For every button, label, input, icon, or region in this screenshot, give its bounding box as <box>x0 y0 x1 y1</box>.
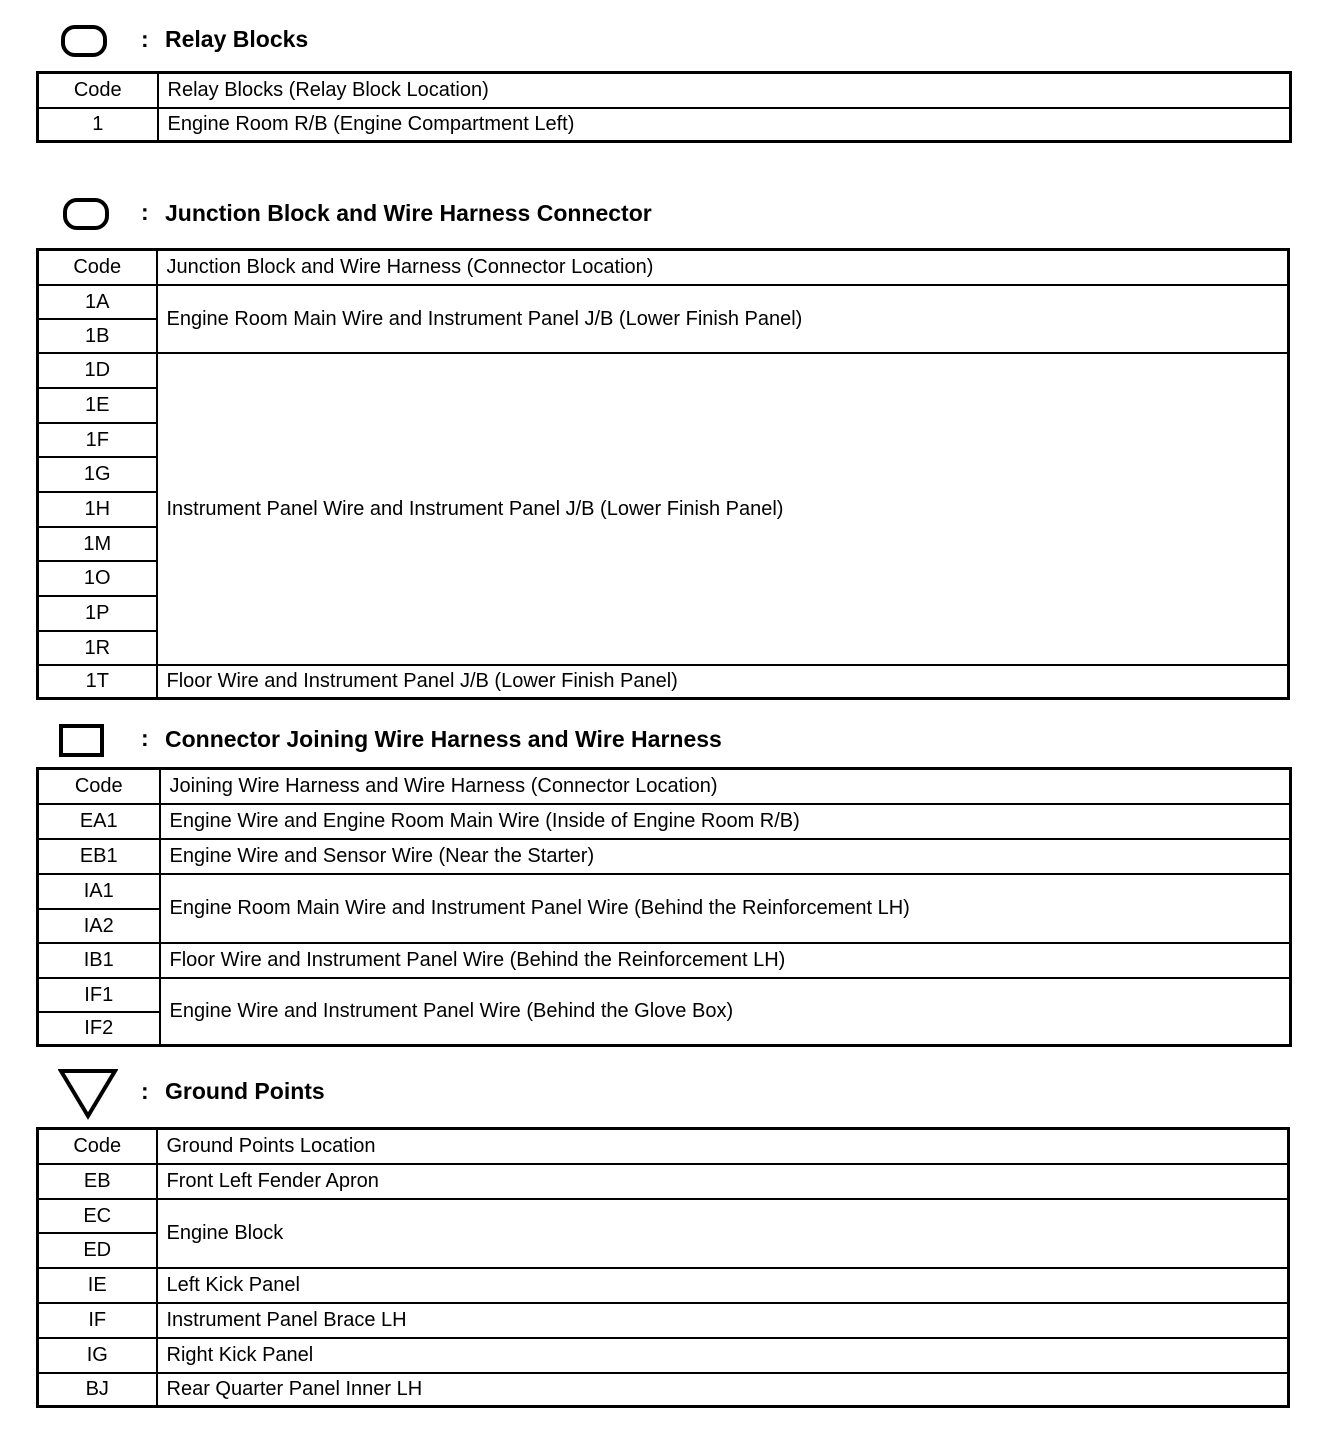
table-row <box>38 285 1289 319</box>
rounded-rect-icon <box>61 25 107 57</box>
row-code: 1M <box>38 527 157 561</box>
row-code: IA2 <box>38 909 160 943</box>
row-code: 1F <box>38 423 157 457</box>
section-title-connector-joining: Connector Joining Wire Harness and Wire Harness <box>165 726 722 752</box>
row-code: EA1 <box>38 804 160 839</box>
connector-joining-table <box>36 767 1292 1047</box>
triangle-down-icon <box>58 1068 118 1120</box>
table-header-row <box>38 250 1289 285</box>
row-description: Engine Wire and Sensor Wire (Near the Starter) <box>160 839 1291 874</box>
row-code: IF2 <box>38 1012 160 1046</box>
header-description: Ground Points Location <box>157 1129 1289 1164</box>
row-description: Engine Wire and Engine Room Main Wire (Inside of Engine Room R/B) <box>160 804 1291 839</box>
heading-colon: : <box>141 725 149 751</box>
table-row <box>38 839 1291 874</box>
heading-colon: : <box>141 1078 149 1104</box>
heading-colon: : <box>141 199 149 225</box>
row-code: EC <box>38 1199 157 1233</box>
table-header-row <box>38 73 1291 108</box>
row-code: IA1 <box>38 874 160 909</box>
table-row <box>38 1199 1289 1233</box>
header-description: Joining Wire Harness and Wire Harness (Connector Location) <box>160 769 1291 804</box>
rounded-rect-icon <box>63 198 109 230</box>
row-code: 1A <box>38 285 157 319</box>
row-code: 1 <box>38 108 158 142</box>
row-description: Instrument Panel Wire and Instrument Panel J/B (Lower Finish Panel) <box>157 353 1289 665</box>
row-code: ED <box>38 1233 157 1268</box>
table-row <box>38 1303 1289 1338</box>
header-code: Code <box>38 769 160 804</box>
row-description: Engine Room R/B (Engine Compartment Left) <box>158 108 1291 142</box>
row-code: IF1 <box>38 978 160 1012</box>
relay-blocks-table <box>36 71 1292 143</box>
rectangle-icon <box>59 724 105 758</box>
row-description: Engine Wire and Instrument Panel Wire (Behind the Glove Box) <box>160 978 1291 1046</box>
row-code: IG <box>38 1338 157 1373</box>
header-code: Code <box>38 73 158 108</box>
row-code: IB1 <box>38 943 160 978</box>
heading-colon: : <box>141 26 149 52</box>
row-description: Floor Wire and Instrument Panel Wire (Behind the Reinforcement LH) <box>160 943 1291 978</box>
table-row <box>38 943 1291 978</box>
header-description: Relay Blocks (Relay Block Location) <box>158 73 1291 108</box>
row-code: BJ <box>38 1373 157 1407</box>
header-code: Code <box>38 250 157 285</box>
section-title-ground-points: Ground Points <box>165 1078 325 1104</box>
table-row <box>38 978 1291 1012</box>
row-code: 1D <box>38 353 157 388</box>
row-description: Engine Room Main Wire and Instrument Panel Wire (Behind the Reinforcement LH) <box>160 874 1291 943</box>
row-code: IE <box>38 1268 157 1303</box>
row-description: Engine Block <box>157 1199 1289 1268</box>
row-code: IF <box>38 1303 157 1338</box>
ground-points-table <box>36 1127 1290 1408</box>
row-code: 1T <box>38 665 157 699</box>
row-code: 1R <box>38 631 157 665</box>
row-code: 1E <box>38 388 157 423</box>
row-code: 1O <box>38 561 157 596</box>
row-code: 1B <box>38 319 157 353</box>
table-header-row <box>38 769 1291 804</box>
table-row <box>38 1268 1289 1303</box>
row-code: 1H <box>38 492 157 527</box>
row-code: EB1 <box>38 839 160 874</box>
table-header-row <box>38 1129 1289 1164</box>
row-description: Engine Room Main Wire and Instrument Panel J/B (Lower Finish Panel) <box>157 285 1289 353</box>
row-code: EB <box>38 1164 157 1199</box>
row-description: Left Kick Panel <box>157 1268 1289 1303</box>
table-row <box>38 108 1291 142</box>
table-row <box>38 665 1289 699</box>
header-description: Junction Block and Wire Harness (Connector Location) <box>157 250 1289 285</box>
row-description: Right Kick Panel <box>157 1338 1289 1373</box>
table-row <box>38 874 1291 909</box>
table-row <box>38 1373 1289 1407</box>
row-description: Instrument Panel Brace LH <box>157 1303 1289 1338</box>
row-description: Floor Wire and Instrument Panel J/B (Lower Finish Panel) <box>157 665 1289 699</box>
row-code: 1P <box>38 596 157 631</box>
section-title-relay-blocks: Relay Blocks <box>165 26 309 52</box>
table-row <box>38 1338 1289 1373</box>
row-description: Front Left Fender Apron <box>157 1164 1289 1199</box>
table-row <box>38 1164 1289 1199</box>
header-code: Code <box>38 1129 157 1164</box>
table-row <box>38 804 1291 839</box>
table-row <box>38 353 1289 388</box>
row-code: 1G <box>38 457 157 492</box>
row-description: Rear Quarter Panel Inner LH <box>157 1373 1289 1407</box>
section-title-junction-block: Junction Block and Wire Harness Connector <box>165 200 652 226</box>
junction-block-table <box>36 248 1290 700</box>
